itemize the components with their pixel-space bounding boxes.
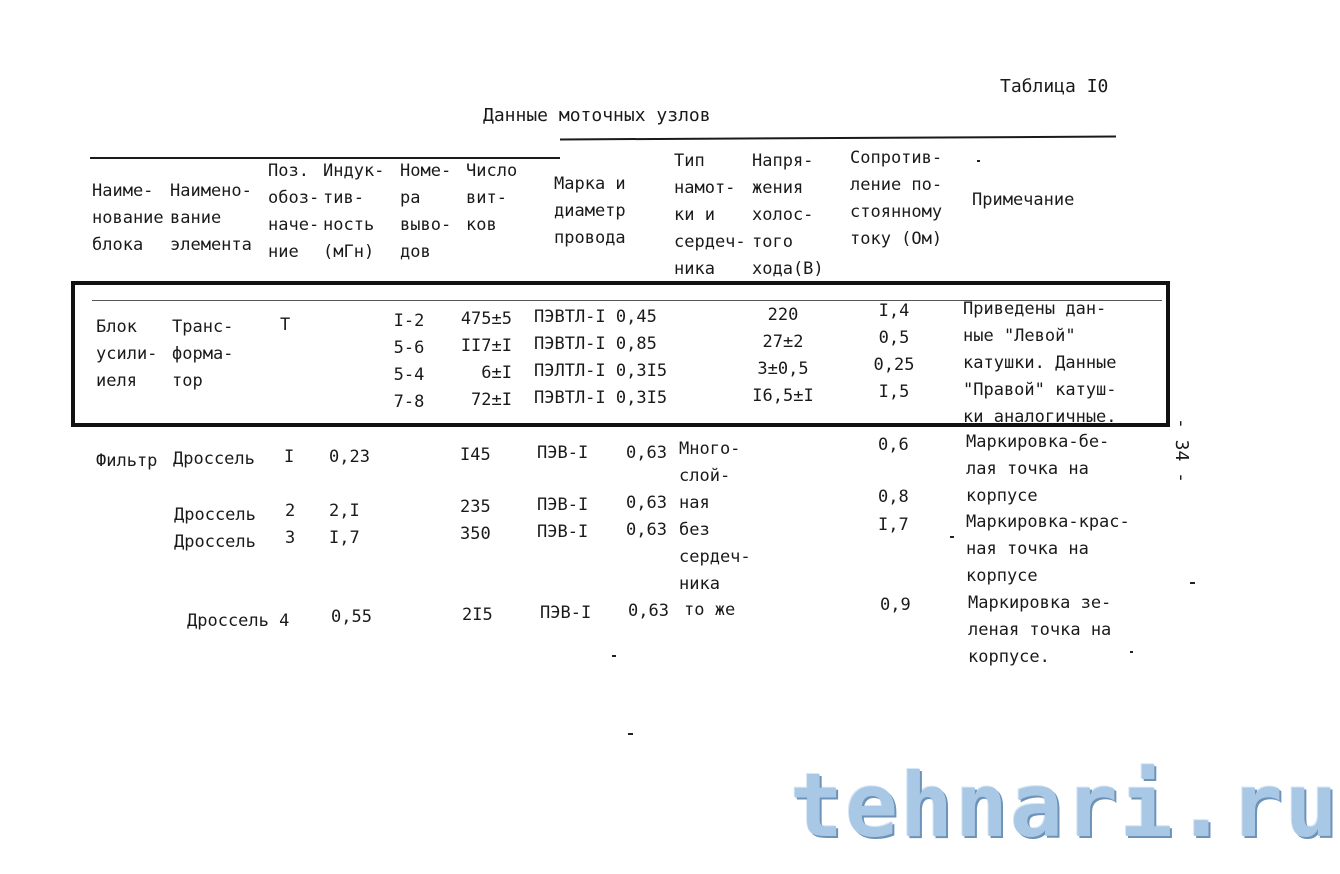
header-resistance: Сопротив- ление по- стоянному току (Ом)	[850, 148, 943, 249]
choke-3-element: Дроссель	[174, 532, 256, 552]
scan-speck	[612, 655, 616, 657]
choke-1-wire: ПЭВ-I	[537, 443, 589, 463]
choke-3-diameter: 0,63	[626, 520, 667, 540]
header-element: Наимено- вание элемента	[170, 181, 252, 255]
header-wire: Марка и диаметр провода	[554, 174, 626, 248]
header-block: Наиме- нование блока	[92, 181, 164, 255]
choke-3-resistance: I,7	[878, 515, 909, 535]
choke-1-pos: I	[284, 447, 295, 467]
scan-speck	[628, 733, 633, 735]
transformer-resistance: I,4 0,5 0,25 I,5	[873, 301, 915, 402]
header-voltage: Напря- жения холос- того хода(В)	[752, 151, 824, 279]
choke-4-resistance: 0,9	[880, 595, 911, 615]
transformer-block: Блок усили- иеля	[96, 317, 158, 391]
choke-winding-type-same: то же	[684, 600, 736, 620]
choke-2-diameter: 0,63	[626, 493, 667, 513]
transformer-voltage: 220 27±2 3±0,5 I6,5±I	[752, 305, 814, 406]
top-rule	[560, 136, 1116, 141]
header-inductance: Индук- тив- ность (мГн)	[323, 161, 385, 262]
choke-2-resistance: 0,8	[878, 487, 909, 507]
choke-1-resistance: 0,6	[878, 435, 909, 455]
scan-speck	[1190, 582, 1195, 584]
transformer-pos: Т	[280, 315, 291, 335]
table-label: Таблица I0	[1000, 76, 1109, 97]
choke-3-pos: 3	[285, 528, 296, 548]
choke-4-wire: ПЭВ-I	[540, 603, 592, 623]
transformer-leads: I-2 5-6 5-4 7-8	[393, 311, 425, 412]
choke-3-turns: 350	[460, 524, 491, 544]
header-pos: Поз. обоз- наче- ние	[268, 161, 320, 262]
table-title: Данные моточных узлов	[483, 105, 711, 126]
choke-2-wire: ПЭВ-I	[537, 495, 589, 515]
choke-winding-type: Много- слой- ная без сердеч- ника	[679, 439, 751, 594]
choke-3-inductance: I,7	[329, 528, 360, 548]
choke-note-3: Маркировка зе- леная точка на корпусе.	[968, 593, 1112, 667]
choke-1-inductance: 0,23	[329, 447, 370, 467]
header-note: Примечание	[972, 190, 1075, 210]
transformer-turns: 475±5 II7±I 6±I 72±I	[460, 309, 512, 410]
scan-speck	[977, 160, 980, 162]
transformer-wire: ПЭВТЛ-I 0,45 ПЭВТЛ-I 0,85 ПЭЛТЛ-I 0,3I5 ПЭВТЛ-I 0,3I5	[534, 307, 668, 408]
choke-note-1: Маркировка-бе- лая точка на корпусе	[966, 432, 1110, 506]
choke-1-element: Дроссель	[173, 449, 255, 469]
choke-2-pos: 2	[285, 501, 296, 521]
choke-2-turns: 235	[460, 497, 491, 517]
scan-speck	[950, 536, 954, 538]
choke-1-diameter: 0,63	[626, 443, 667, 463]
choke-4-element: Дроссель 4	[187, 611, 290, 631]
choke-1-turns: I45	[460, 445, 491, 465]
header-turns: Число вит- ков	[466, 161, 518, 235]
choke-4-inductance: 0,55	[331, 607, 372, 627]
choke-3-wire: ПЭВ-I	[537, 522, 589, 542]
watermark-logo: tehnari.ru	[790, 754, 1340, 857]
header-leads: Номе- ра выво- дов	[400, 161, 452, 262]
transformer-note: Приведены дан- ные "Левой" катушки. Данные "Правой" катуш- ки аналогичные.	[963, 299, 1117, 427]
choke-2-element: Дроссель	[174, 505, 256, 525]
filter-block: Фильтр	[96, 451, 158, 471]
scan-speck	[1130, 651, 1133, 653]
transformer-element: Транс- форма- тор	[172, 317, 234, 391]
choke-note-2: Маркировка-крас- ная точка на корпусе	[966, 512, 1130, 586]
choke-4-turns: 2I5	[462, 605, 493, 625]
choke-4-diameter: 0,63	[628, 601, 669, 621]
page-number: - 34 -	[1171, 417, 1193, 483]
choke-2-inductance: 2,I	[329, 501, 360, 521]
header-winding-type: Тип намот- ки и сердеч- ника	[674, 151, 746, 279]
